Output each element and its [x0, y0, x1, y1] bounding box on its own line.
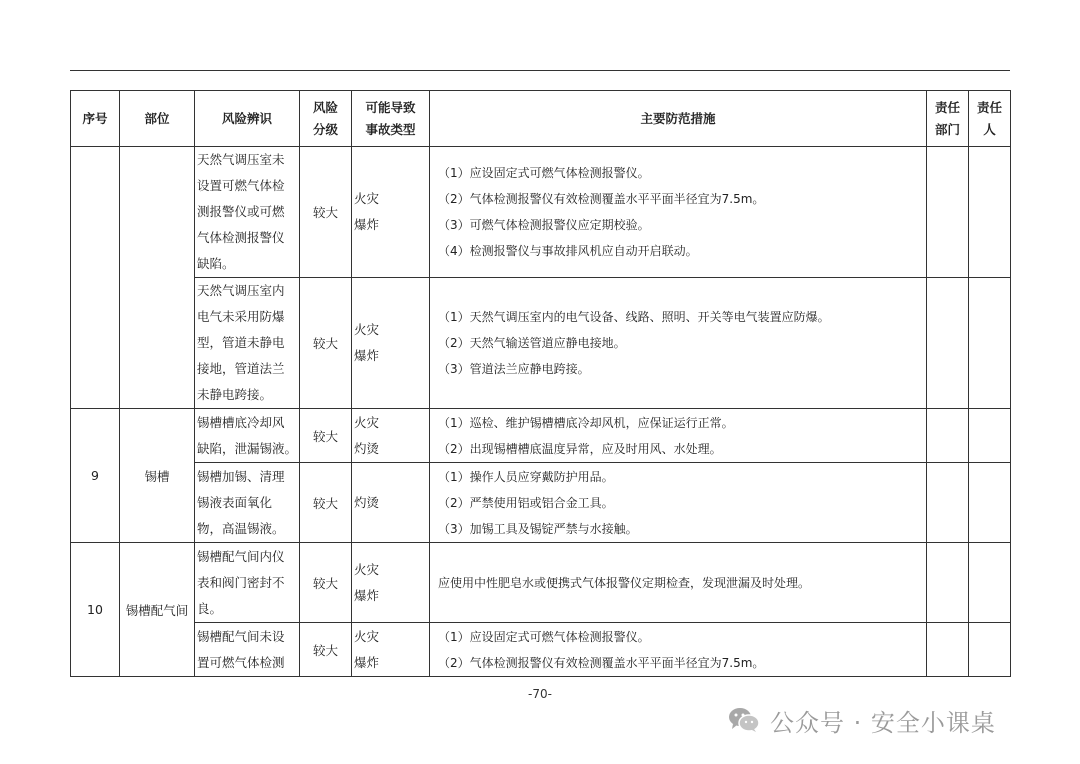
department-cell: [927, 278, 969, 409]
risk-cell: 锡槽加锡、清理 锡液表面氧化 物，高温锡液。: [195, 463, 300, 543]
watermark-text: 公众号 · 安全小课桌: [770, 708, 996, 737]
table-row: [71, 543, 1011, 623]
header-risk-identification: 风险辨识: [195, 91, 300, 147]
risk-level-cell: 较大: [300, 147, 352, 278]
header-risk-level: 风险 分级: [300, 91, 352, 147]
risk-level-cell: 较大: [300, 623, 352, 677]
department-cell: [927, 623, 969, 677]
page-number: -70-: [528, 687, 552, 701]
table-header-row: [71, 91, 1011, 147]
table-row: [71, 623, 1011, 677]
serial-cell: [71, 147, 120, 409]
accident-type-cell: 火灾 灼烫: [352, 409, 430, 463]
header-accident-type: 可能导致 事故类型: [352, 91, 430, 147]
risk-cell: 天然气调压室内 电气未采用防爆 型，管道未静电 接地，管道法兰 未静电跨接。: [195, 278, 300, 409]
table-row: [71, 409, 1011, 463]
person-cell: [969, 409, 1011, 463]
risk-level-cell: 较大: [300, 543, 352, 623]
header-main-measures: 主要防范措施: [430, 91, 927, 147]
risk-cell: 锡槽配气间内仪 表和阀门密封不 良。: [195, 543, 300, 623]
department-cell: [927, 147, 969, 278]
department-cell: [927, 409, 969, 463]
person-cell: [969, 278, 1011, 409]
accident-type-cell: 火灾 爆炸: [352, 147, 430, 278]
wechat-icon: [728, 707, 760, 733]
person-cell: [969, 623, 1011, 677]
measures-cell: （1）天然气调压室内的电气设备、线路、照明、开关等电气装置应防爆。 （2）天然气输送管道应静电接地。 （3）管道法兰应静电跨接。: [430, 278, 927, 409]
accident-type-cell: 火灾 爆炸: [352, 543, 430, 623]
header-responsible-department: 责任 部门: [927, 91, 969, 147]
header-serial-number: 序号: [71, 91, 120, 147]
department-cell: [927, 543, 969, 623]
accident-type-cell: 灼烫: [352, 463, 430, 543]
serial-cell: 9: [71, 409, 120, 543]
measures-cell: （1）应设固定式可燃气体检测报警仪。 （2）气体检测报警仪有效检测覆盖水平平面半径宜为7.5m。: [430, 623, 927, 677]
header-responsible-person: 责任 人: [969, 91, 1011, 147]
table-row: [71, 463, 1011, 543]
top-rule: [70, 70, 1010, 71]
header-location: 部位: [120, 91, 195, 147]
location-cell: 锡槽配气间: [120, 543, 195, 677]
measures-cell: 应使用中性肥皂水或便携式气体报警仪定期检查，发现泄漏及时处理。: [430, 543, 927, 623]
location-cell: [120, 147, 195, 409]
measures-cell: （1）巡检、维护锡槽槽底冷却风机，应保证运行正常。 （2）出现锡槽槽底温度异常，应及时用风、水处理。: [430, 409, 927, 463]
watermark: [728, 702, 996, 738]
measures-cell: （1）应设固定式可燃气体检测报警仪。 （2）气体检测报警仪有效检测覆盖水平平面半径宜为7.5m。 （3）可燃气体检测报警仪应定期校验。 （4）检测报警仪与事故排风机应自动开启联动。: [430, 147, 927, 278]
risk-cell: 天然气调压室未 设置可燃气体检 测报警仪或可燃 气体检测报警仪 缺陷。: [195, 147, 300, 278]
accident-type-cell: 火灾 爆炸: [352, 623, 430, 677]
location-cell: 锡槽: [120, 409, 195, 543]
accident-type-cell: 火灾 爆炸: [352, 278, 430, 409]
table-row: [71, 147, 1011, 278]
risk-level-cell: 较大: [300, 409, 352, 463]
table-row: [71, 278, 1011, 409]
serial-cell: 10: [71, 543, 120, 677]
risk-table: [70, 90, 1011, 677]
risk-cell: 锡槽槽底冷却风 缺陷，泄漏锡液。: [195, 409, 300, 463]
measures-cell: （1）操作人员应穿戴防护用品。 （2）严禁使用铝或铝合金工具。 （3）加锡工具及锡锭严禁与水接触。: [430, 463, 927, 543]
person-cell: [969, 543, 1011, 623]
person-cell: [969, 463, 1011, 543]
person-cell: [969, 147, 1011, 278]
risk-level-cell: 较大: [300, 278, 352, 409]
department-cell: [927, 463, 969, 543]
risk-cell: 锡槽配气间未设 置可燃气体检测: [195, 623, 300, 677]
risk-level-cell: 较大: [300, 463, 352, 543]
